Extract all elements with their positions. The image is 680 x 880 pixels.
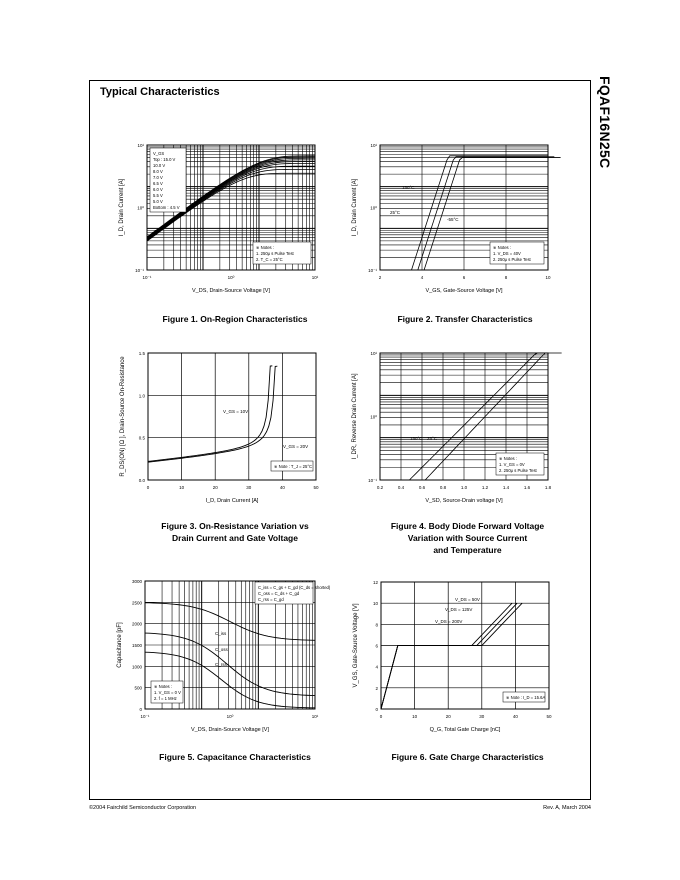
x-tick-label: 10⁻¹	[140, 714, 150, 719]
curve-label: V_DS = 50V	[455, 597, 480, 602]
x-tick-label: 10¹	[311, 275, 319, 280]
y-tick-label: 3000	[131, 579, 142, 584]
y-tick-label: 0	[139, 707, 142, 712]
note-line: 2. f = 1 MHz	[154, 696, 177, 701]
figure-4-caption	[355, 520, 580, 556]
figure-6-caption	[355, 751, 580, 763]
x-axis-label: V_SD, Source-Drain voltage [V]	[425, 498, 503, 504]
x-tick-label: 40	[279, 485, 285, 490]
curve-label: V_DS = 200V	[435, 619, 463, 624]
caption-line: Figure 5. Capacitance Characteristics	[159, 752, 311, 762]
notes-box	[151, 681, 183, 703]
x-tick-label: 30	[246, 485, 252, 490]
y-tick-label: 10⁰	[370, 414, 377, 420]
y-tick-label: 6	[375, 643, 378, 649]
x-axis-label: V_DS, Drain-Source Voltage [V]	[191, 727, 269, 733]
note-line: 8.0 V	[153, 169, 163, 174]
notes-box	[271, 461, 313, 471]
x-axis-label: Q_G, Total Gate Charge [nC]	[429, 727, 501, 733]
section-title: Typical Characteristics	[100, 86, 220, 98]
curve-label: V_DS = 125V	[445, 607, 473, 612]
curve-label: 150°C	[402, 185, 415, 190]
note-line: 1. V_GS = 0 V	[154, 690, 181, 695]
note-line: ※ Note : I_D = 15.6A	[506, 695, 546, 700]
x-axis-label: V_GS, Gate-Source Voltage [V]	[425, 288, 503, 294]
caption-line: Figure 4. Body Diode Forward Voltage	[390, 521, 545, 531]
note-line: ※ Notes :	[154, 684, 172, 689]
x-tick-label: 20	[212, 485, 218, 490]
caption-line: Figure 3. On-Resistance Variation vs	[161, 521, 309, 531]
y-tick-label: 1.0	[138, 393, 145, 399]
y-tick-label: 0.0	[138, 478, 145, 483]
y-tick-label: 4	[375, 664, 378, 670]
note-line: V_GS	[153, 151, 165, 156]
x-axis-label: I_D, Drain Current [A]	[205, 498, 259, 504]
footer-copyright: ©2004 Fairchild Semiconductor Corporation	[89, 805, 197, 811]
note-line: 1. V_DS = 40V	[493, 251, 521, 256]
y-axis-label: I_D, Drain Current [A]	[352, 178, 358, 237]
note-line: C_oss = C_ds + C_gd	[258, 591, 300, 596]
notes-box	[490, 242, 544, 264]
note-line: 6.5 V	[153, 181, 163, 186]
y-tick-label: 1500	[131, 643, 142, 648]
x-axis-label: V_DS, Drain-Source Voltage [V]	[192, 288, 270, 294]
y-tick-label: 10¹	[370, 351, 377, 356]
curve-label: 150°C	[410, 436, 423, 441]
note-line: Bottom : 4.5 V	[153, 205, 180, 210]
y-tick-label: 12	[372, 580, 378, 585]
y-tick-label: 0	[375, 707, 378, 712]
note-line: ※ Notes :	[499, 456, 517, 461]
caption-line: Variation with Source Current	[407, 533, 528, 543]
curve-label: V_GS = 10V	[223, 409, 249, 414]
note-line: 2. 250μ s Pulse Test	[499, 468, 537, 473]
x-tick-label: 0	[379, 714, 383, 719]
x-tick-label: 50	[313, 485, 319, 490]
y-tick-label: 10¹	[370, 143, 377, 148]
x-tick-label: 20	[445, 714, 451, 719]
caption-line: Figure 6. Gate Charge Characteristics	[391, 752, 544, 762]
x-tick-label: 1.6	[523, 485, 531, 490]
figure-6	[353, 580, 552, 733]
x-tick-label: 10	[179, 485, 185, 490]
x-tick-label: 10⁰	[227, 275, 235, 280]
x-tick-label: 6	[462, 275, 466, 280]
figure-2	[352, 143, 561, 294]
note-line: 6.0 V	[153, 187, 163, 192]
figure-3-caption	[125, 520, 345, 544]
x-tick-label: 0.2	[376, 485, 384, 490]
figure-1-caption	[130, 313, 340, 325]
footer-revision: Rev. A, March 2004	[543, 805, 591, 811]
note-line: 7.0 V	[153, 175, 163, 180]
caption-line: Figure 2. Transfer Characteristics	[397, 314, 533, 324]
y-axis-label: I_D, Drain Current [A]	[119, 178, 125, 237]
caption-line: Figure 1. On-Region Characteristics	[162, 314, 308, 324]
y-tick-label: 10	[372, 601, 378, 607]
capacitance-definition-box	[255, 582, 331, 604]
y-tick-label: 8	[375, 622, 378, 628]
note-line: 5.5 V	[153, 193, 163, 198]
curve-label: -55°C	[447, 217, 459, 222]
note-line: 1. V_GS = 0V	[499, 462, 525, 467]
y-tick-label: 1.5	[138, 351, 145, 356]
note-line: ※ Notes :	[256, 245, 274, 250]
x-tick-label: 8	[504, 275, 508, 280]
x-tick-label: 30	[479, 714, 485, 719]
note-line: ※ Notes :	[493, 245, 511, 250]
x-tick-label: 10⁻¹	[142, 275, 152, 280]
caption-line: Drain Current and Gate Voltage	[172, 533, 298, 543]
x-tick-label: 1.8	[544, 485, 552, 490]
curve-label: 25°C	[390, 210, 401, 215]
note-line: Top : 15.0 V	[153, 157, 176, 162]
curve-label: C_iss	[215, 631, 227, 636]
notes-box	[253, 242, 311, 264]
note-line: C_iss = C_gs + C_gd (C_ds = shorted)	[258, 585, 331, 590]
x-tick-label: 1.2	[481, 485, 489, 490]
note-line: 1. 250μ s Pulse Test	[256, 251, 294, 256]
figure-2-caption	[360, 313, 570, 325]
y-tick-label: 10⁻¹	[368, 478, 377, 483]
y-tick-label: 10⁻¹	[135, 268, 144, 273]
y-tick-label: 0.5	[138, 435, 145, 441]
curve-label: 25°C	[427, 436, 438, 441]
y-tick-label: 2500	[131, 600, 142, 606]
curve-label: C_rss	[215, 662, 227, 667]
y-tick-label: 1000	[131, 664, 142, 670]
note-line: C_rss = C_gd	[258, 597, 284, 602]
x-tick-label: 40	[512, 714, 518, 719]
y-tick-label: 500	[134, 685, 142, 691]
notes-box	[496, 453, 544, 475]
x-tick-label: 10⁰	[226, 714, 234, 719]
x-tick-label: 10	[545, 275, 551, 280]
x-tick-label: 2	[378, 275, 382, 280]
figure-3	[120, 351, 319, 504]
x-tick-label: 50	[546, 714, 552, 719]
x-tick-label: 0.8	[439, 485, 447, 490]
curve-label: C_oss	[215, 647, 228, 652]
y-axis-label: V_GS, Gate-Source Voltage [V]	[353, 603, 359, 688]
y-tick-label: 10⁰	[370, 205, 377, 211]
x-tick-label: 0.6	[418, 485, 426, 490]
y-axis-label: R_DS(ON) [Ω ], Drain-Source On-Resistance	[120, 356, 126, 477]
y-axis-label: Capacitance [pF]	[117, 622, 123, 668]
note-line: ※ Note : T_J = 25°C	[274, 464, 313, 469]
part-number: FQAF16N25C	[597, 76, 613, 169]
note-line: 2. 250μ s Pulse Test	[493, 257, 531, 262]
curve-label: V_GS = 20V	[283, 444, 309, 449]
figure-1	[119, 143, 319, 294]
figure-5-caption	[125, 751, 345, 763]
y-tick-label: 10⁰	[137, 205, 144, 211]
vgs-legend	[150, 148, 186, 212]
x-tick-label: 1.4	[502, 485, 510, 490]
y-tick-label: 2	[375, 685, 378, 691]
figure-5	[117, 579, 331, 733]
y-tick-label: 10¹	[137, 143, 144, 148]
y-tick-label: 2000	[131, 621, 142, 627]
notes-box	[503, 692, 545, 702]
note-line: 10.0 V	[153, 163, 166, 168]
y-tick-label: 10⁻¹	[368, 268, 377, 273]
x-tick-label: 1.0	[460, 485, 468, 490]
x-tick-label: 0	[146, 485, 150, 490]
x-tick-label: 10	[412, 714, 418, 719]
x-tick-label: 0.4	[397, 485, 405, 490]
x-tick-label: 4	[420, 275, 424, 280]
caption-line: and Temperature	[433, 545, 502, 555]
note-line: 2. T_C = 25°C	[256, 257, 283, 262]
y-axis-label: I_DR, Reverse Drain Current [A]	[352, 373, 358, 460]
figure-4	[352, 351, 562, 504]
note-line: 5.0 V	[153, 199, 163, 204]
x-tick-label: 10¹	[311, 714, 319, 719]
